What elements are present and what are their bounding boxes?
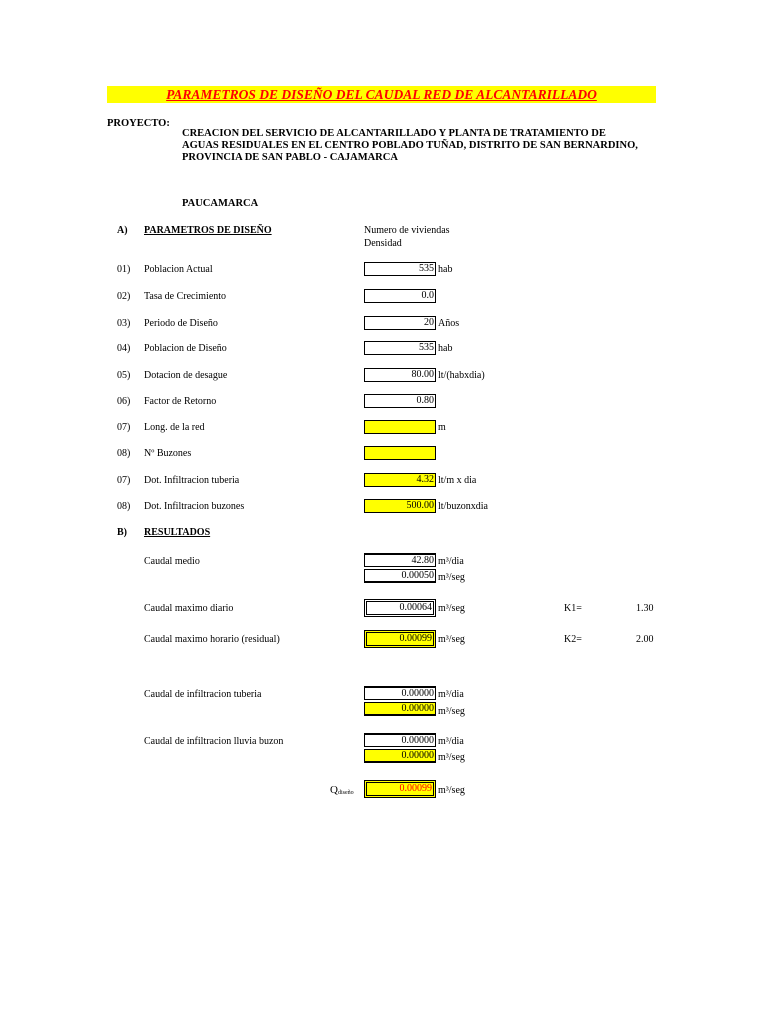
param-label: Poblacion Actual — [144, 264, 213, 275]
param-num: 04) — [117, 343, 131, 354]
param-unit: lt/(habxdia) — [438, 370, 485, 381]
param-label: Poblacion de Diseño — [144, 343, 227, 354]
param-num: 06) — [117, 396, 131, 407]
caudal-max-diario-label: Caudal maximo diario — [144, 603, 234, 614]
caudal-inf-tuberia-seg-unit: m³/seg — [438, 706, 465, 717]
viviendas-note: Numero de viviendas — [364, 225, 450, 236]
caudal-inf-buzon-dia-value[interactable]: 0.00000 — [364, 733, 436, 747]
section-b-letter: B) — [117, 527, 127, 538]
caudal-max-diario-unit: m³/seg — [438, 603, 465, 614]
param-label: Dot. Infiltracion buzones — [144, 501, 245, 512]
param-num: 01) — [117, 264, 131, 275]
dot-infiltracion-buzones-field[interactable]: 500.00 — [364, 499, 436, 513]
tasa-crecimiento-field[interactable]: 0.0 — [364, 289, 436, 303]
param-unit: hab — [438, 264, 453, 275]
densidad-note: Densidad — [364, 238, 402, 249]
caudal-medio-dia-value[interactable]: 42.80 — [364, 553, 436, 567]
caudal-max-horario-value[interactable]: 0.00099 — [364, 630, 436, 648]
poblacion-diseno-field[interactable]: 535 — [364, 341, 436, 355]
num-buzones-field[interactable] — [364, 446, 436, 460]
q-diseno-value[interactable]: 0.00099 — [364, 780, 436, 798]
caudal-inf-buzon-dia-unit: m³/dia — [438, 736, 464, 747]
caudal-max-horario-label: Caudal maximo horario (residual) — [144, 634, 280, 645]
param-num: 07) — [117, 422, 131, 433]
k2-label: K2= — [564, 634, 582, 645]
caudal-medio-label: Caudal medio — [144, 556, 200, 567]
param-num: 08) — [117, 501, 131, 512]
param-label: Factor de Retorno — [144, 396, 217, 407]
caudal-inf-tuberia-label: Caudal de infiltracion tuberia — [144, 689, 262, 700]
param-label: Periodo de Diseño — [144, 318, 218, 329]
section-b-title: RESULTADOS — [144, 527, 211, 538]
q-diseno-unit: m³/seg — [438, 785, 465, 796]
title-bar — [107, 86, 656, 103]
param-label: Tasa de Crecimiento — [144, 291, 227, 302]
proyecto-label: PROYECTO: — [107, 118, 170, 129]
caudal-inf-tuberia-seg-value[interactable]: 0.00000 — [364, 702, 436, 716]
k2-value: 2.00 — [636, 634, 654, 645]
k1-label: K1= — [564, 603, 582, 614]
periodo-diseno-field[interactable]: 20 — [364, 316, 436, 330]
param-num: 02) — [117, 291, 131, 302]
proyecto-text: CREACION DEL SERVICIO DE ALCANTARILLADO Y PLANTA DE TRATAMIENTO DE AGUAS RESIDUALES EN EL CENTRO POBLADO TUÑAD, DISTRITO DE SAN BERNARDINO, PROVINCIA DE SAN PABLO - CAJAMARCA — [182, 128, 638, 163]
factor-retorno-field[interactable]: 0.80 — [364, 394, 436, 408]
caudal-inf-tuberia-dia-unit: m³/dia — [438, 689, 464, 700]
param-num: 03) — [117, 318, 131, 329]
param-label: Dot. Infiltracion tuberia — [144, 475, 240, 486]
param-num: 05) — [117, 370, 131, 381]
caudal-medio-dia-unit: m³/dia — [438, 556, 464, 567]
location-label: PAUCAMARCA — [182, 198, 259, 209]
poblacion-actual-field[interactable]: 535 — [364, 262, 436, 276]
q-diseno-sub: diseño — [337, 790, 354, 796]
caudal-max-diario-value[interactable]: 0.00064 — [364, 599, 436, 617]
caudal-inf-tuberia-dia-value[interactable]: 0.00000 — [364, 686, 436, 700]
param-num: 08) — [117, 448, 131, 459]
caudal-medio-seg-value[interactable]: 0.00050 — [364, 569, 436, 583]
q-diseno-main: Q — [330, 784, 338, 796]
param-unit: lt/m x dia — [438, 475, 477, 486]
long-red-field[interactable] — [364, 420, 436, 434]
page-title: PARAMETROS DE DISEÑO DEL CAUDAL RED DE ALCANTARILLADO — [166, 87, 597, 102]
caudal-inf-buzon-seg-value[interactable]: 0.00000 — [364, 749, 436, 763]
caudal-inf-buzon-seg-unit: m³/seg — [438, 752, 465, 763]
k1-value: 1.30 — [636, 603, 654, 614]
dotacion-desague-field[interactable]: 80.00 — [364, 368, 436, 382]
section-a-letter: A) — [117, 225, 128, 236]
caudal-medio-seg-unit: m³/seg — [438, 572, 465, 583]
param-label: Long. de la red — [144, 422, 205, 433]
caudal-inf-buzon-label: Caudal de infiltracion lluvia buzon — [144, 736, 284, 747]
param-label: Nº Buzones — [144, 448, 192, 459]
param-unit: lt/buzonxdia — [438, 501, 488, 512]
param-unit: hab — [438, 343, 453, 354]
param-num: 07) — [117, 475, 131, 486]
dot-infiltracion-tuberia-field[interactable]: 4.32 — [364, 473, 436, 487]
q-diseno-label — [330, 784, 354, 796]
param-unit: Años — [438, 318, 460, 329]
param-unit: m — [438, 422, 446, 433]
section-a-title: PARAMETROS DE DISEÑO — [144, 225, 272, 236]
param-label: Dotacion de desague — [144, 370, 228, 381]
caudal-max-horario-unit: m³/seg — [438, 634, 465, 645]
